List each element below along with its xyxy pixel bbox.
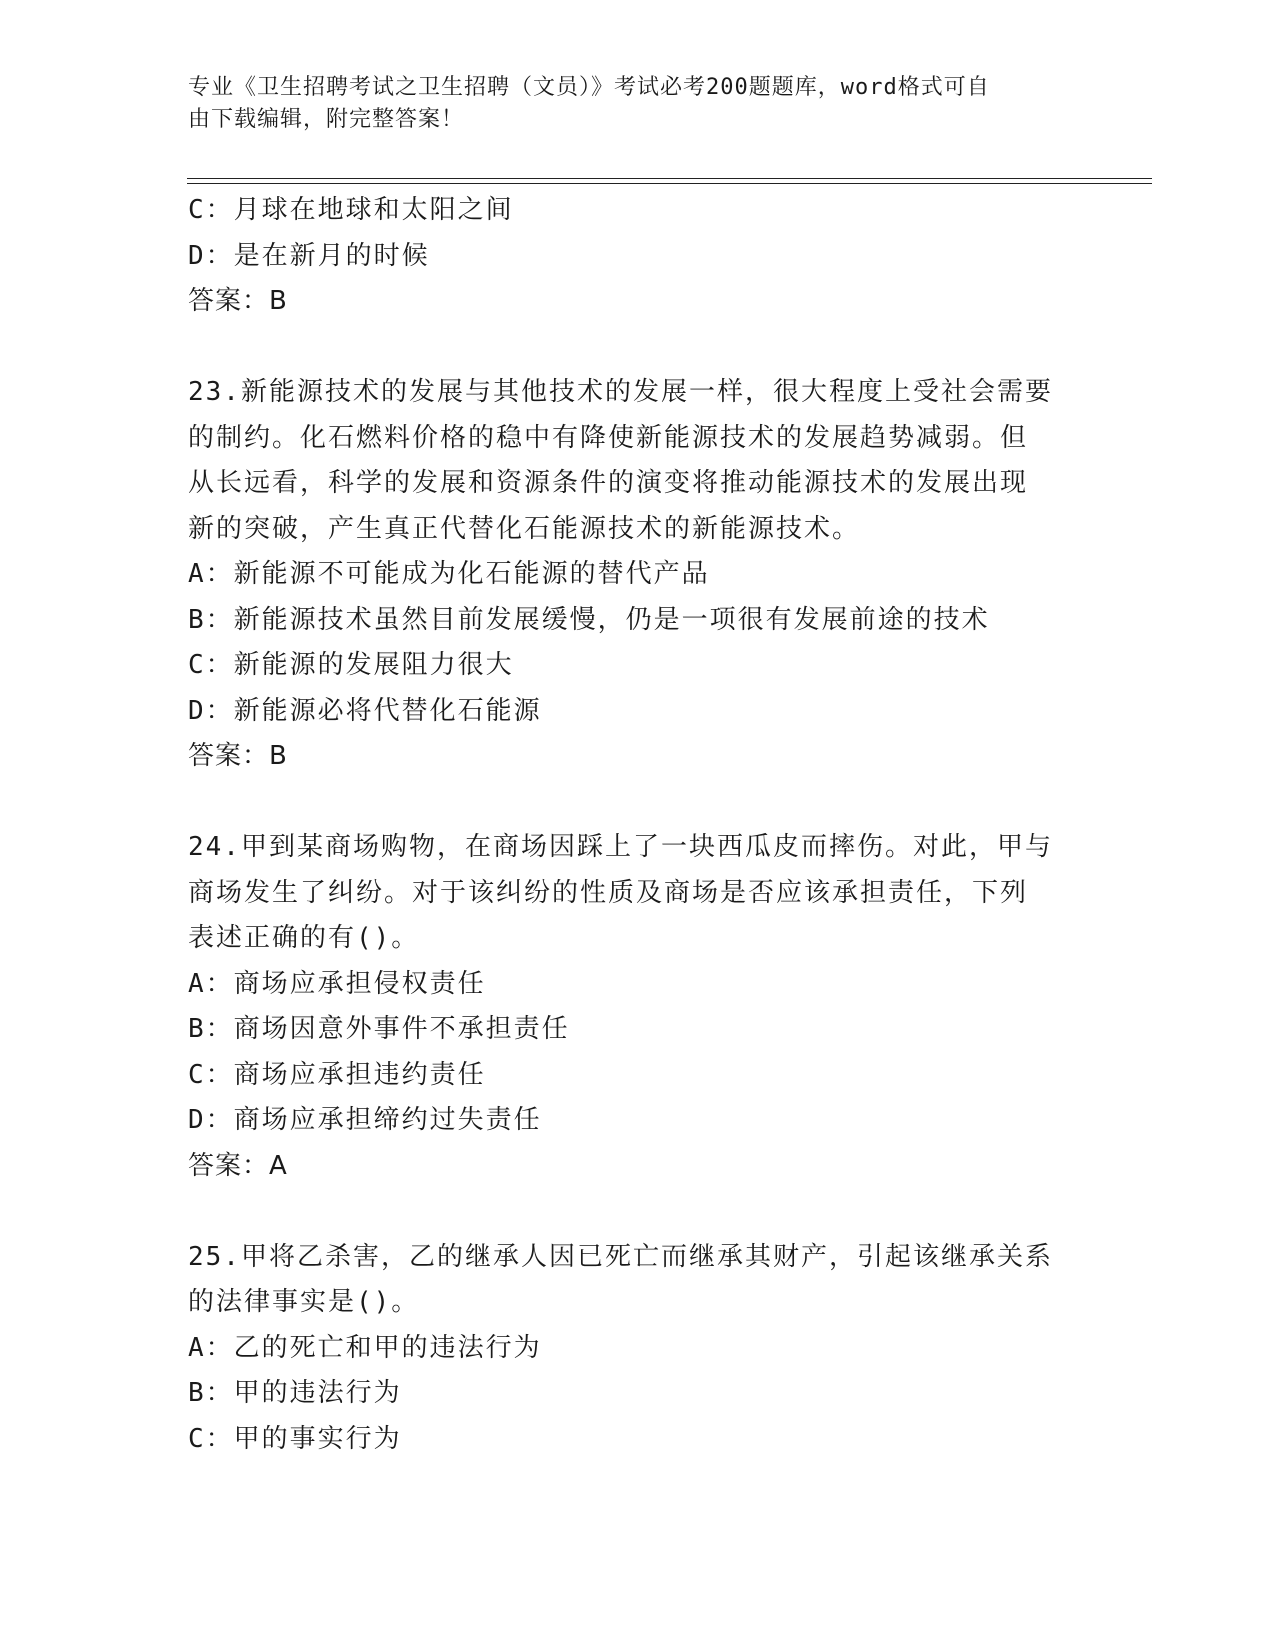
document-header	[188, 72, 1068, 136]
question-23	[188, 370, 1088, 780]
header-line-1: 专业《卫生招聘考试之卫生招聘（文员）》考试必考200题题库，word格式可自	[188, 75, 990, 100]
answer: 答案：B	[188, 741, 288, 771]
option-a: A：新能源不可能成为化石能源的替代产品	[188, 559, 710, 589]
question-stem: 25.甲将乙杀害，乙的继承人因已死亡而继承其财产，引起该继承关系	[188, 1241, 1053, 1272]
option-c: C：甲的事实行为	[188, 1423, 402, 1454]
option-b: B：新能源技术虽然目前发展缓慢，仍是一项很有发展前途的技术	[188, 604, 990, 635]
question-22-tail	[188, 188, 1088, 325]
option-d: D：商场应承担缔约过失责任	[188, 1105, 542, 1135]
spacer	[188, 1189, 1088, 1235]
question-stem: 23.新能源技术的发展与其他技术的发展一样，很大程度上受社会需要	[188, 377, 1053, 407]
answer: 答案：B	[188, 286, 288, 316]
document-body	[188, 188, 1088, 1462]
question-stem: 24.甲到某商场购物，在商场因踩上了一块西瓜皮而摔伤。对此，甲与	[188, 832, 1053, 862]
option-b: B：甲的违法行为	[188, 1378, 402, 1408]
header-divider-bottom	[187, 183, 1152, 184]
spacer	[188, 780, 1088, 826]
header-line-2: 由下载编辑，附完整答案！	[188, 107, 465, 132]
question-stem: 商场发生了纠纷。对于该纠纷的性质及商场是否应该承担责任，下列	[188, 877, 1029, 908]
option-d: D：是在新月的时候	[188, 240, 430, 271]
question-stem: 的制约。化石燃料价格的稳中有降使新能源技术的发展趋势减弱。但	[188, 422, 1029, 453]
option-a: A：商场应承担侵权责任	[188, 968, 486, 999]
header-divider-top	[187, 178, 1152, 179]
question-stem: 表述正确的有()。	[188, 923, 420, 953]
option-b: B：商场因意外事件不承担责任	[188, 1014, 570, 1044]
option-c: C：新能源的发展阻力很大	[188, 650, 514, 680]
question-25	[188, 1235, 1088, 1463]
question-stem: 从长远看，科学的发展和资源条件的演变将推动能源技术的发展出现	[188, 468, 1029, 498]
question-24	[188, 825, 1088, 1189]
option-c: C：商场应承担违约责任	[188, 1059, 486, 1090]
answer: 答案：A	[188, 1150, 288, 1181]
question-stem: 的法律事实是()。	[188, 1287, 420, 1317]
question-stem: 新的突破，产生真正代替化石能源技术的新能源技术。	[188, 513, 861, 544]
option-c: C：月球在地球和太阳之间	[188, 195, 514, 225]
option-d: D：新能源必将代替化石能源	[188, 695, 542, 726]
spacer	[188, 325, 1088, 371]
option-a: A：乙的死亡和甲的违法行为	[188, 1332, 542, 1363]
